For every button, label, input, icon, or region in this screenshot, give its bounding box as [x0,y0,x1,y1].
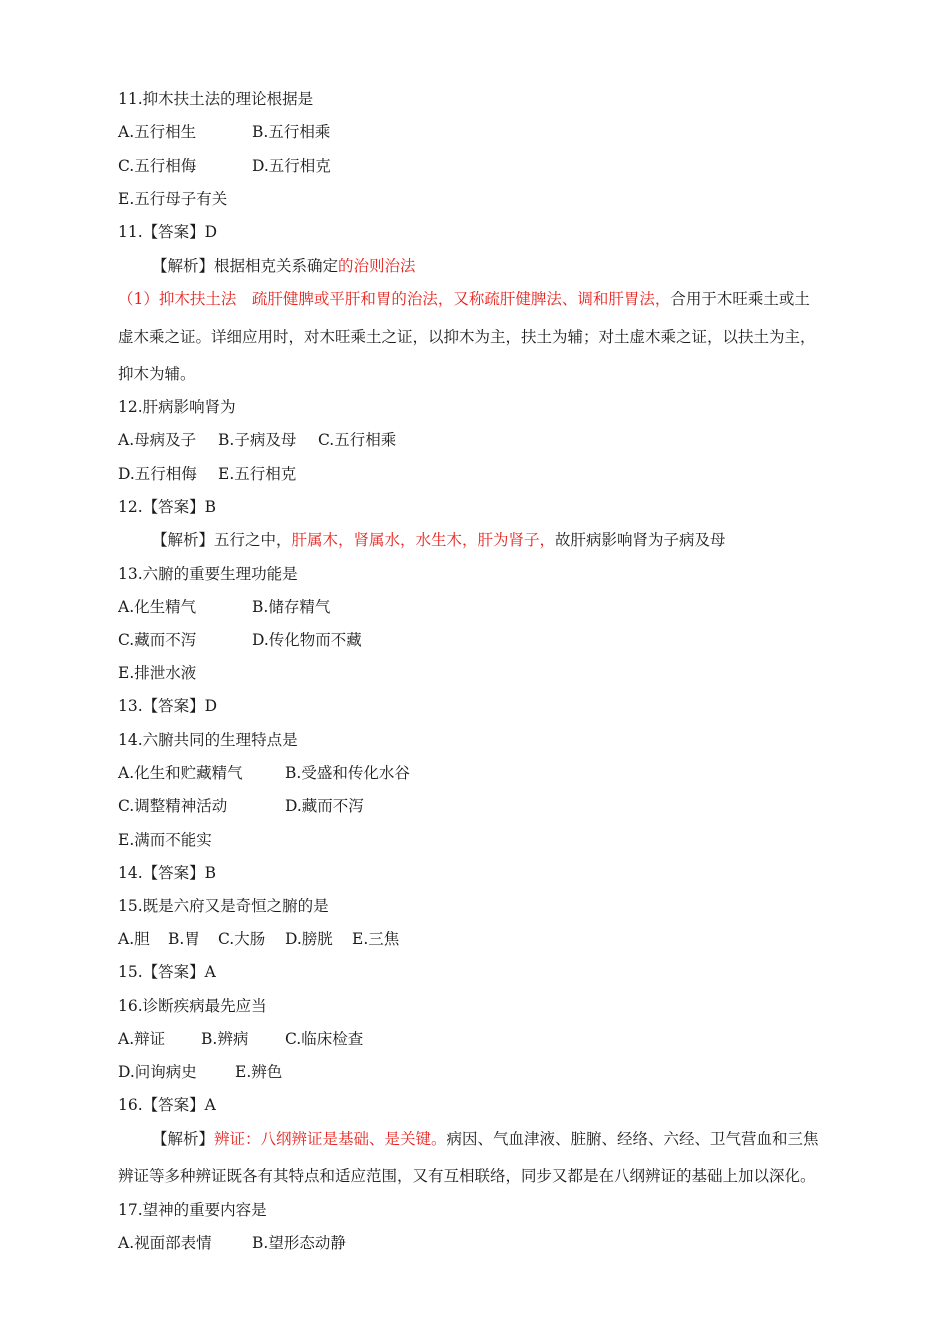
q15-option-e: E.三焦 [352,930,400,948]
question-17: 17.望神的重要内容是 [118,1201,267,1219]
q11-detail-line-2: 虚木乘之证。详细应用时，对木旺乘土之证，以抑木为主，扶土为辅；对土虚木乘之证，以扶土为主， [118,328,816,346]
question-12: 12.肝病影响肾为 [118,398,236,416]
question-11: 11.抑木扶土法的理论根据是 [118,90,314,108]
q12-option-e: E.五行相克 [218,465,297,483]
q13-options-row-1 [118,597,330,617]
question-13: 13.六腑的重要生理功能是 [118,565,298,583]
q15-options-row [118,929,399,949]
q15-option-c: C.大肠 [218,930,266,948]
q11-option-d: D.五行相克 [252,157,331,175]
q16-answer: 16.【答案】A [118,1096,216,1114]
q14-option-d: D.藏而不泻 [285,797,364,815]
q12-option-b: B.子病及母 [218,431,297,449]
q11-option-e: E.五行母子有关 [118,190,228,208]
q13-option-b: B.储存精气 [252,598,331,616]
q16-option-e: E.辨色 [235,1063,283,1081]
q11-detail-line-3: 抑木为辅。 [118,365,196,383]
q17-option-a: A.视面部表情 [118,1234,212,1252]
q11-options-row-2 [118,156,331,176]
q16-options-row-2 [118,1062,282,1082]
q12-options-row-2 [118,464,296,484]
q17-options-row-1 [118,1233,346,1253]
q16-option-d: D.问询病史 [118,1063,197,1081]
q14-option-b: B.受盛和传化水谷 [285,764,410,782]
q11-analysis-highlight: 的治则治法 [338,257,416,275]
q11-detail-text: 合用于木旺乘土或土 [670,290,810,308]
q14-option-c: C.调整精神活动 [118,797,228,815]
q11-answer: 11.【答案】D [118,223,218,241]
q12-analysis-prefix: 【解析】五行之中， [152,531,292,549]
q14-options-row-1 [118,763,410,783]
q15-option-b: B.胃 [168,930,200,948]
q11-option-c: C.五行相侮 [118,157,197,175]
q11-options-row-1 [118,122,330,142]
q16-analysis-prefix: 【解析】 [152,1130,215,1148]
q16-option-c: C.临床检查 [285,1030,364,1048]
q12-answer: 12.【答案】B [118,498,217,516]
q15-option-d: D.膀胱 [285,930,333,948]
q17-option-b: B.望形态动静 [252,1234,346,1252]
q14-option-e: E.满而不能实 [118,831,212,849]
q16-analysis-suffix: 病因、气血津液、脏腑、经络、六经、卫气营血和三焦 [446,1130,819,1148]
q11-option-a: A.五行相生 [118,123,197,141]
q16-analysis-highlight: 辨证：八纲辨证是基础、是关键。 [214,1130,447,1148]
q11-analysis [152,256,416,276]
q13-option-d: D.传化物而不藏 [252,631,362,649]
q16-option-a: A.辩证 [118,1030,166,1048]
q16-option-b: B.辨病 [201,1030,249,1048]
q12-option-c: C.五行相乘 [318,431,397,449]
q15-answer: 15.【答案】A [118,963,216,981]
q16-analysis-line-2: 辨证等多种辨证既各有其特点和适应范围，又有互相联络，同步又都是在八纲辨证的基础上加以深化。 [118,1167,816,1185]
q14-options-row-2 [118,796,364,816]
q12-analysis [152,530,726,550]
q12-analysis-highlight: 肝属木，肾属水，水生木，肝为肾子， [291,531,556,549]
q14-option-a: A.化生和贮藏精气 [118,764,243,782]
q13-options-row-2 [118,630,362,650]
q13-option-a: A.化生精气 [118,598,197,616]
question-14: 14.六腑共同的生理特点是 [118,731,298,749]
q15-option-a: A.胆 [118,930,150,948]
q11-detail-highlight: （1）抑木扶土法 疏肝健脾或平肝和胃的治法，又称疏肝健脾法、调和肝胃法， [118,290,671,308]
q11-detail-line-1 [118,289,880,309]
q11-option-b: B.五行相乘 [252,123,331,141]
q16-analysis-line-1 [152,1129,819,1149]
q12-option-a: A.母病及子 [118,431,197,449]
q11-analysis-prefix: 【解析】根据相克关系确定 [152,257,339,275]
q13-answer: 13.【答案】D [118,697,218,715]
q12-options-row-1 [118,430,396,450]
q14-answer: 14.【答案】B [118,864,217,882]
q13-option-c: C.藏而不泻 [118,631,197,649]
q12-analysis-suffix: 故肝病影响肾为子病及母 [555,531,726,549]
q13-option-e: E.排泄水液 [118,664,197,682]
q12-option-d: D.五行相侮 [118,465,197,483]
q16-options-row-1 [118,1029,363,1049]
question-15: 15.既是六府又是奇恒之腑的是 [118,897,329,915]
question-16: 16.诊断疾病最先应当 [118,997,267,1015]
